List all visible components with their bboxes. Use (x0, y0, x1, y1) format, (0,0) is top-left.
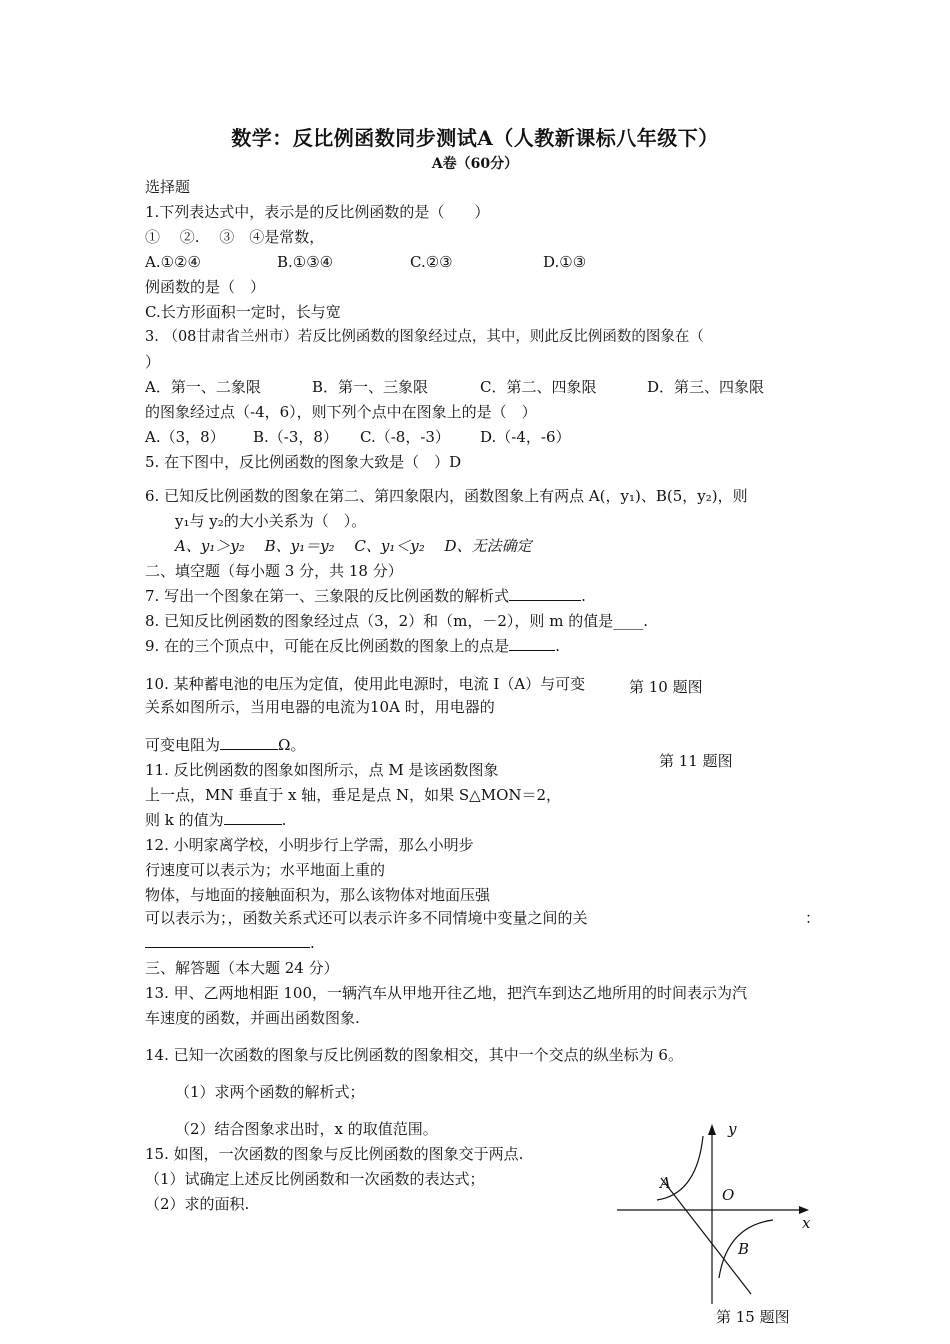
question-15: 15. 如图，一次函数的图象与反比例函数的图象交于两点. (145, 1145, 524, 1163)
question-12-line-4: 可以表示为；，函数关系式还可以表示许多不同情境中变量之间的关 (145, 909, 588, 927)
question-7-text: 7. 写出一个图象在第一、三象限的反比例函数的解析式 (145, 587, 510, 605)
figure-11-caption: 第 11 题图 (659, 752, 733, 770)
answer-blank (224, 810, 282, 825)
y-axis-label: y (728, 1120, 737, 1138)
question-4: 的图象经过点（-4，6），则下列个点中在图象上的是（ ） (145, 403, 537, 421)
section-fill-heading: 二、填空题（每小题 3 分，共 18 分） (145, 562, 403, 580)
question-10-continued: 关系如图所示，当用电器的电流为10A 时，用电器的 (145, 698, 495, 716)
question-12-line-4-end: ： (805, 909, 821, 927)
q4-option-a: A.（3，8） (145, 428, 225, 446)
question-15-part-1: （1）试确定上述反比例函数和一次函数的表达式； (145, 1170, 485, 1188)
q1-option-a: A.①②④ (145, 253, 201, 271)
document-title: 数学：反比例函数同步测试A（人教新课标八年级下） (231, 126, 719, 150)
question-2-option-c: C.长方形面积一定时，长与宽 (145, 303, 341, 321)
q1-option-d: D.①③ (543, 253, 587, 271)
question-9-text: 9. 在的三个顶点中，可能在反比例函数的图象上的点是 (145, 637, 510, 655)
section-choice-heading: 选择题 (145, 178, 191, 196)
question-11: 11. 反比例函数的图象如图所示，点 M 是该函数图象 (145, 761, 499, 779)
question-1: 1.下列表达式中，表示是的反比例函数的是（ ） (145, 203, 490, 221)
q1-option-c: C.②③ (410, 253, 453, 271)
question-6: 6. 已知反比例函数的图象在第二、第四象限内，函数图象上有两点 A(，y₁)、B(5，y₂)，则 (145, 487, 748, 505)
question-12-line-2: 行速度可以表示为；水平地面上重的 (145, 861, 386, 879)
point-b-label: B (738, 1240, 750, 1258)
question-10-answer-line (145, 735, 305, 755)
question-14-part-2: （2）结合图象求出时，x 的取值范围。 (175, 1120, 438, 1138)
figure-10-caption: 第 10 题图 (629, 678, 703, 696)
question-5: 5. 在下图中，反比例函数的图象大致是（ ）D (145, 453, 462, 471)
point-a-label: A (660, 1174, 671, 1192)
question-11-text: 则 k 的值为 (145, 811, 224, 829)
section-solve-heading: 三、解答题（本大题 24 分） (145, 959, 339, 977)
answer-blank (509, 586, 581, 601)
question-10-text: 可变电阻为 (145, 736, 221, 754)
question-10: 10. 某种蓄电池的电压为定值，使用此电源时，电流 I（A）与可变 (145, 675, 586, 693)
question-6-continued: y₁与 y₂的大小关系为（ ）。 (175, 512, 367, 530)
question-2-fragment: 例函数的是（ ） (145, 278, 266, 296)
x-axis-arrow-icon (799, 1206, 809, 1214)
question-12: 12. 小明家离学校，小明步行上学需，那么小明步 (145, 836, 474, 854)
question-11-answer-line: 则 k 的值为 . (145, 811, 287, 829)
y-axis-arrow-icon (708, 1124, 716, 1135)
figure-15-caption: 第 15 题图 (716, 1308, 790, 1326)
question-13: 13. 甲、乙两地相距 100，一辆汽车从甲地开往乙地，把汽车到达乙地所用的时间表示为汽 (145, 984, 748, 1002)
question-11-continued: 上一点，MN 垂直于 x 轴，垂足是点 N，如果 S△MON＝2， (145, 786, 562, 804)
document-subtitle: A卷（60分） (431, 156, 519, 172)
question-12-answer-line: . (145, 933, 315, 953)
question-1-items: ① ②. ③ ④是常数， (145, 228, 325, 246)
question-7: 7. 写出一个图象在第一、三象限的反比例函数的解析式 . (145, 587, 586, 605)
question-15-part-2: （2）求的面积. (145, 1195, 250, 1213)
question-14-part-1: （1）求两个函数的解析式； (175, 1083, 365, 1101)
question-6-options: A、y₁＞y₂ B、y₁＝y₂ C、y₁＜y₂ D、无法确定 (175, 537, 532, 555)
q4-option-d: D.（-4，-6） (480, 428, 571, 446)
figure-15-graph (615, 1118, 815, 1308)
q3-option-b: B．第一、三象限 (312, 378, 429, 396)
question-10-unit: Ω。 (278, 736, 306, 754)
q3-option-c: C．第二、四象限 (480, 378, 597, 396)
question-13-continued: 车速度的函数，并画出函数图象. (145, 1009, 360, 1027)
question-3: 3. （08甘肃省兰州市）若反比例函数的图象经过点，其中，则此反比例函数的图象在（ (145, 329, 704, 345)
answer-blank (509, 636, 555, 651)
question-3-continued: ） (145, 353, 161, 371)
x-axis-label: x (802, 1214, 811, 1232)
question-8: 8. 已知反比例函数的图象经过点（3，2）和（m，－2），则 m 的值是____. (145, 612, 648, 630)
question-14: 14. 已知一次函数的图象与反比例函数的图象相交，其中一个交点的纵坐标为 6。 (145, 1046, 683, 1064)
origin-label: O (722, 1186, 735, 1204)
question-12-line-3: 物体，与地面的接触面积为，那么该物体对地面压强 (145, 886, 491, 904)
q4-option-b: B.（-3，8） (253, 428, 338, 446)
question-9: 9. 在的三个顶点中，可能在反比例函数的图象上的点是 . (145, 637, 560, 655)
q1-option-b: B.①③④ (277, 253, 334, 271)
answer-blank (145, 933, 310, 948)
q3-option-d: D．第三、四象限 (647, 378, 765, 396)
answer-blank (220, 735, 278, 750)
q3-option-a: A．第一、二象限 (145, 378, 261, 396)
coordinate-diagram (615, 1118, 815, 1308)
q4-option-c: C.（-8，-3） (360, 428, 450, 446)
